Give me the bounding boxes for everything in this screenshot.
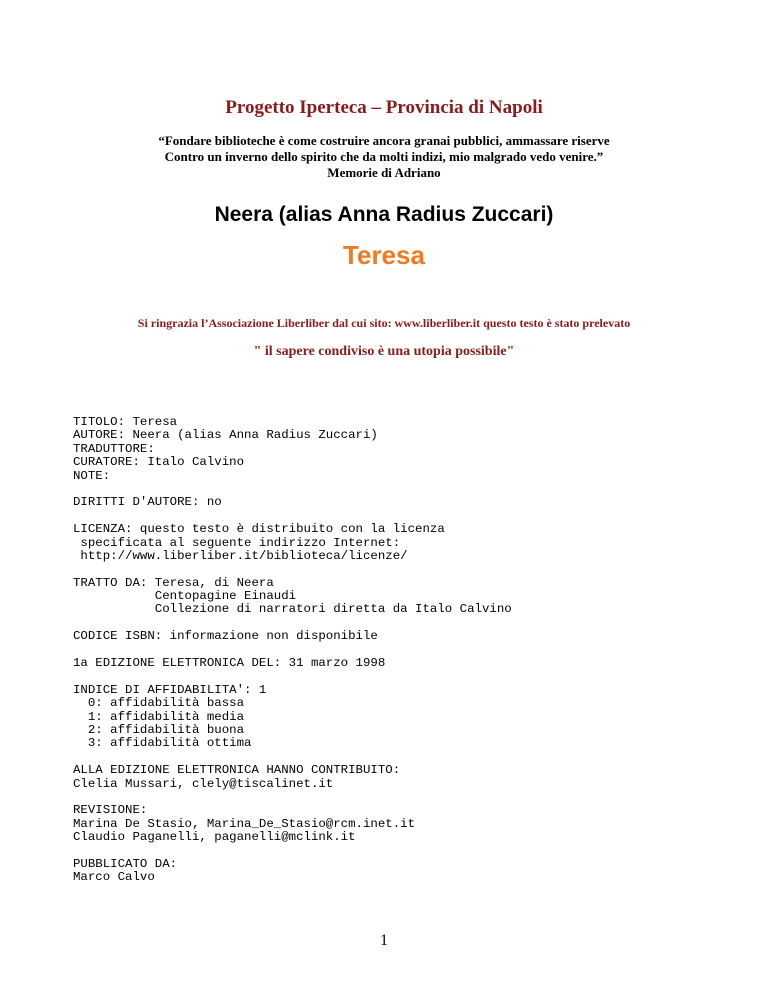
page-number: 1: [380, 932, 388, 949]
metadata-line: http://www.liberliber.it/biblioteca/licenze/: [73, 548, 408, 563]
metadata-line: TITOLO: Teresa: [73, 415, 178, 429]
metadata-line: ALLA EDIZIONE ELETTRONICA HANNO CONTRIBUITO:: [73, 763, 401, 778]
metadata-spacer: [73, 670, 733, 683]
quote-source: Memorie di Adriano: [327, 165, 441, 180]
metadata-line: CODICE ISBN: informazione non disponibile: [73, 629, 378, 644]
metadata-line: 2: affidabilità buona: [73, 722, 245, 737]
metadata-line: 1a EDIZIONE ELETTRONICA DEL: 31 marzo 1998: [73, 656, 386, 671]
metadata-spacer: [73, 563, 733, 576]
author-name: Neera (alias Anna Radius Zuccari): [214, 203, 554, 226]
metadata-spacer: [73, 483, 733, 496]
metadata-line: Centopagine Einaudi: [73, 589, 297, 604]
metadata-block: [73, 416, 733, 885]
metadata-line: DIRITTI D'AUTORE: no: [73, 495, 222, 510]
metadata-line: Claudio Paganelli, paganelli@mclink.it: [73, 830, 356, 845]
project-title: Progetto Iperteca – Provincia di Napoli: [225, 97, 543, 118]
metadata-line: NOTE:: [73, 468, 111, 483]
book-title: Teresa: [343, 240, 425, 270]
metadata-line: Clelia Mussari, clely@tiscalinet.it: [73, 776, 334, 791]
metadata-line: CURATORE: Italo Calvino: [73, 455, 245, 470]
metadata-spacer: [73, 510, 733, 523]
metadata-line: specificata al seguente indirizzo Internet:: [73, 535, 401, 550]
metadata-line: Marina De Stasio, Marina_De_Stasio@rcm.inet.it: [73, 816, 416, 831]
motto: " il sapere condiviso è una utopia possibile": [253, 344, 515, 359]
quote-line: Contro un inverno dello spirito che da molti indizi, mio malgrado vedo venire.”: [164, 149, 604, 164]
metadata-spacer: [73, 791, 733, 804]
metadata-spacer: [73, 617, 733, 630]
metadata-spacer: [73, 845, 733, 858]
metadata-line: PUBBLICATO DA:: [73, 856, 178, 871]
acknowledgement: Si ringrazia l’Associazione Liberliber dal cui sito: www.liberliber.it questo testo è stato prelevato: [137, 316, 631, 330]
quote-line: “Fondare biblioteche è come costruire ancora granai pubblici, ammassare riserve: [158, 133, 610, 148]
metadata-line: Marco Calvo: [73, 870, 155, 885]
epigraph-quote: [0, 133, 768, 181]
metadata-line: LICENZA: questo testo è distribuito con la licenza: [73, 522, 445, 537]
metadata-line: 0: affidabilità bassa: [73, 696, 245, 711]
metadata-spacer: [73, 644, 733, 657]
metadata-line: TRATTO DA: Teresa, di Neera: [73, 575, 274, 590]
metadata-spacer: [73, 751, 733, 764]
metadata-line: Collezione di narratori diretta da Italo Calvino: [73, 602, 512, 617]
metadata-line: TRADUTTORE:: [73, 441, 155, 456]
metadata-line: 3: affidabilità ottima: [73, 736, 252, 751]
metadata-line: AUTORE: Neera (alias Anna Radius Zuccari): [73, 428, 378, 443]
metadata-line: REVISIONE:: [73, 803, 148, 818]
metadata-line: 1: affidabilità media: [73, 709, 245, 724]
metadata-line: INDICE DI AFFIDABILITA': 1: [73, 682, 267, 697]
